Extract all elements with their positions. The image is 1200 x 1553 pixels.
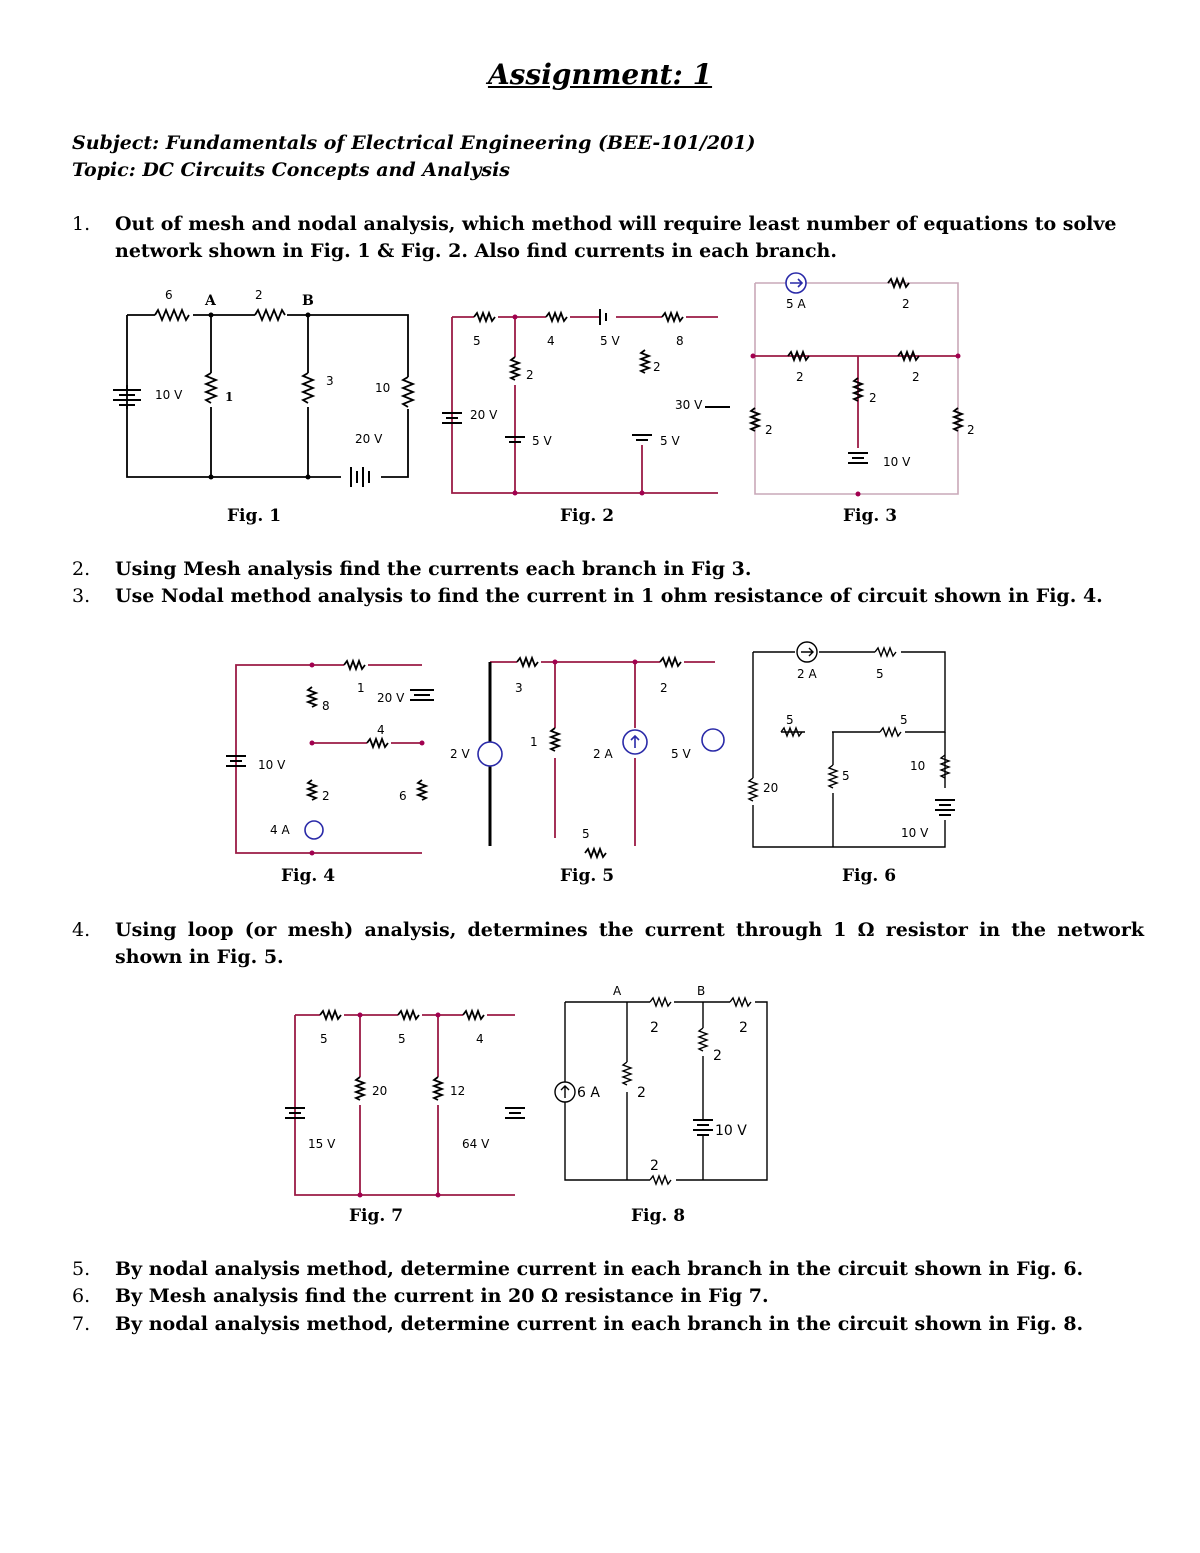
fig5-2v-label: 2 V [450,747,470,761]
fig8-node-a-label: A [613,984,622,998]
fig3-r2-left-label: 2 [765,423,773,437]
fig8-6a-label: 6 A [577,1085,600,1101]
fig2-5v-a-label: 5 V [532,434,552,448]
fig8-10v-label: 10 V [715,1123,747,1139]
fig5-r2-label: 2 [660,681,668,695]
fig7-15v-label: 15 V [308,1137,336,1151]
fig1-r1-label: 1 [225,390,234,404]
fig2-5v-top-label: 5 V [600,334,620,348]
fig2-20v-label: 20 V [470,408,498,422]
fig8-r2e-label: 2 [650,1158,659,1174]
figure-3-circuit [748,268,978,500]
question-6: 6. By Mesh analysis find the current in 20 Ω resistance in Fig 7. [72,1285,769,1307]
question-5: 5. By nodal analysis method, determine current in each branch in the circuit shown in Fig. 6. [72,1258,1084,1280]
fig6-r5-right-label: 5 [900,713,908,727]
fig7-r12-label: 12 [450,1084,466,1098]
fig4-r8-label: 8 [322,699,330,713]
fig1-node-a-label: A [205,293,216,309]
fig6-r5-mid-label: 5 [842,769,850,783]
fig2-r2b-label: 2 [653,360,661,374]
figure-8-circuit [555,980,780,1185]
fig2-r4-label: 4 [547,334,555,348]
fig5-r1-label: 1 [530,735,538,749]
fig1-10v-label: 10 V [155,388,183,402]
figure-6-caption: Fig. 6 [841,866,897,886]
fig3-r2-right-label: 2 [967,423,975,437]
fig3-10v-label: 10 V [883,455,911,469]
fig3-r2-m1-label: 2 [796,370,804,384]
fig2-r5-label: 5 [473,334,481,348]
figure-4-caption: Fig. 4 [280,866,336,886]
fig2-r8-label: 8 [676,334,684,348]
fig6-r5-top-label: 5 [876,667,884,681]
fig1-r2-label: 2 [255,288,263,302]
fig6-r10-label: 10 [910,759,926,773]
fig6-2a-label: 2 A [797,667,817,681]
fig4-r2-label: 2 [322,789,330,803]
fig3-5a-label: 5 A [786,297,806,311]
figure-2-caption: Fig. 2 [559,506,615,526]
fig8-node-b-label: B [697,984,706,998]
fig7-r4-label: 4 [476,1032,484,1046]
fig2-5v-b-label: 5 V [660,434,680,448]
fig3-r2-top-label: 2 [902,297,910,311]
fig7-64v-label: 64 V [462,1137,490,1151]
fig1-r10-label: 10 [375,381,391,395]
fig6-r20-label: 20 [763,781,779,795]
question-4: 4. Using loop (or mesh) analysis, determines the current through 1 Ω resistor in the network shown in Fig. 5. [72,919,1144,968]
question-2: 2. Using Mesh analysis find the currents each branch in Fig 3. [72,558,752,580]
figure-7-circuit [280,1005,525,1205]
fig1-20v-label: 20 V [355,432,383,446]
figure-6-circuit [745,640,975,855]
figure-2-circuit [440,295,725,500]
page-title: Assignment: 1 [487,58,713,91]
figure-1-caption: Fig. 1 [226,506,282,526]
figure-3-caption: Fig. 3 [842,506,898,526]
fig4-r4-label: 4 [377,723,385,737]
fig4-4a-label: 4 A [270,823,290,837]
figure-5-circuit [445,648,735,858]
fig1-r3-label: 3 [326,374,334,388]
fig8-r2d-label: 2 [637,1085,646,1101]
fig5-r5-label: 5 [582,827,590,841]
figure-1-circuit [105,285,435,500]
subject-line: Subject: Fundamentals of Electrical Engineering (BEE-101/201) [72,132,756,154]
fig3-r2-mid-label: 2 [869,391,877,405]
question-3: 3. Use Nodal method analysis to find the current in 1 ohm resistance of circuit shown in Fig. 4. [72,585,1103,607]
fig8-r2c-label: 2 [713,1048,722,1064]
topic-line: Topic: DC Circuits Concepts and Analysis [72,159,510,181]
fig5-r3-label: 3 [515,681,523,695]
figure-5-caption: Fig. 5 [559,866,615,886]
fig4-r6-label: 6 [399,789,407,803]
fig4-r1-label: 1 [357,681,365,695]
question-1: 1. Out of mesh and nodal analysis, which method will require least number of equations to solve network shown in Fig. 1 & Fig. 2. Also find currents in each branch. [72,213,1117,262]
question-7: 7. By nodal analysis method, determine current in each branch in the circuit shown in Fig. 8. [72,1313,1084,1335]
fig1-r6-label: 6 [165,288,173,302]
fig4-10v-label: 10 V [258,758,286,772]
fig5-2a-label: 2 A [593,747,613,761]
fig8-r2b-label: 2 [739,1020,748,1036]
fig1-node-b-label: B [302,293,314,309]
figure-8-caption: Fig. 8 [630,1206,686,1226]
fig4-20v-label: 20 V [377,691,405,705]
fig8-r2a-label: 2 [650,1020,659,1036]
fig3-r2-m2-label: 2 [912,370,920,384]
fig2-30v-label: 30 V [675,398,703,412]
fig6-10v-label: 10 V [901,826,929,840]
fig6-r5-left-label: 5 [786,713,794,727]
fig2-r2a-label: 2 [526,368,534,382]
fig5-5v-label: 5 V [671,747,691,761]
fig7-r20-label: 20 [372,1084,388,1098]
fig7-r5a-label: 5 [320,1032,328,1046]
figure-7-caption: Fig. 7 [348,1206,404,1226]
figure-4-circuit [222,650,437,860]
fig7-r5b-label: 5 [398,1032,406,1046]
